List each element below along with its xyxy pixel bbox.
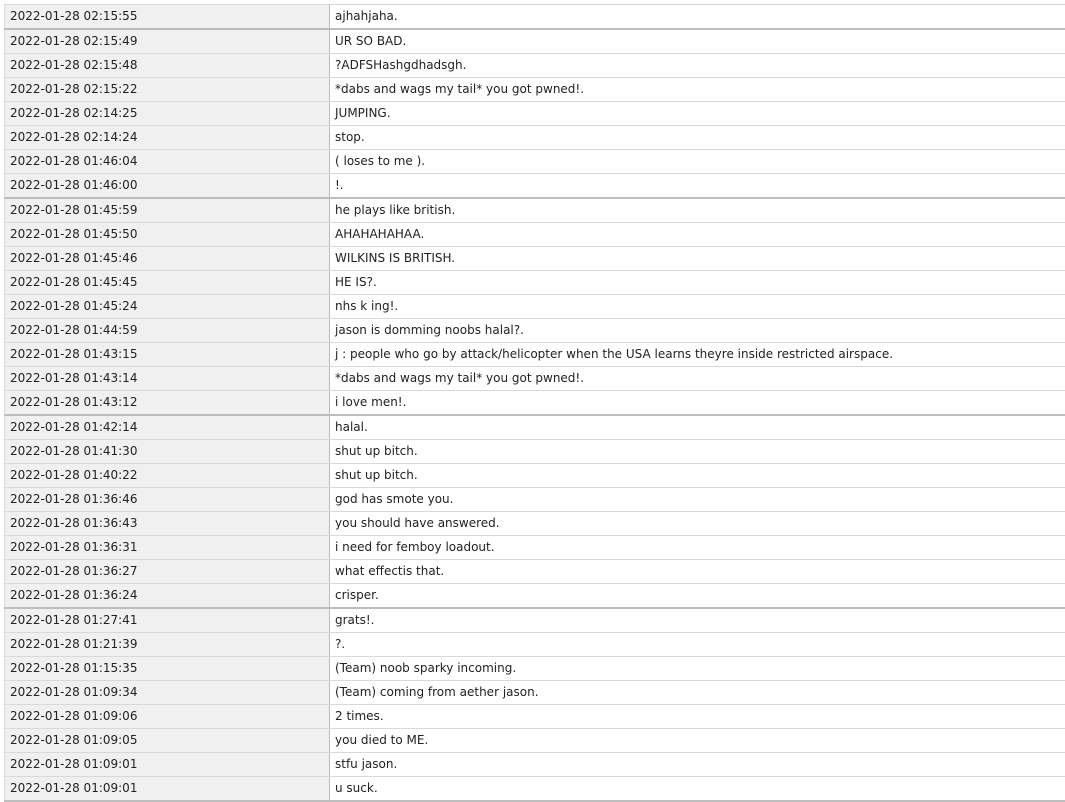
table-row — [5, 584, 1065, 609]
table-row — [5, 657, 1065, 681]
message-cell: nhs k ing!. — [330, 295, 1065, 319]
table-row — [5, 536, 1065, 560]
timestamp-cell: 2022-01-28 01:27:41 — [5, 608, 330, 633]
timestamp-cell: 2022-01-28 02:15:49 — [5, 29, 330, 54]
chat-log-table — [4, 4, 1065, 802]
table-row — [5, 247, 1065, 271]
table-row — [5, 54, 1065, 78]
table-row — [5, 174, 1065, 199]
message-cell: ?ADFSHashgdhadsgh. — [330, 54, 1065, 78]
table-row — [5, 608, 1065, 633]
table-row — [5, 488, 1065, 512]
message-cell: u suck. — [330, 777, 1065, 802]
timestamp-cell: 2022-01-28 01:45:59 — [5, 198, 330, 223]
timestamp-cell: 2022-01-28 01:45:45 — [5, 271, 330, 295]
timestamp-cell: 2022-01-28 02:14:25 — [5, 102, 330, 126]
timestamp-cell: 2022-01-28 01:43:15 — [5, 343, 330, 367]
table-row — [5, 271, 1065, 295]
table-row — [5, 319, 1065, 343]
timestamp-cell: 2022-01-28 01:09:01 — [5, 753, 330, 777]
message-cell: !. — [330, 174, 1065, 199]
message-cell: HE IS?. — [330, 271, 1065, 295]
timestamp-cell: 2022-01-28 01:09:01 — [5, 777, 330, 802]
table-row — [5, 198, 1065, 223]
timestamp-cell: 2022-01-28 01:45:46 — [5, 247, 330, 271]
message-cell: *dabs and wags my tail* you got pwned!. — [330, 78, 1065, 102]
message-cell: ?. — [330, 633, 1065, 657]
message-cell: JUMPING. — [330, 102, 1065, 126]
timestamp-cell: 2022-01-28 01:09:34 — [5, 681, 330, 705]
message-cell: jason is domming noobs halal?. — [330, 319, 1065, 343]
message-cell: you should have answered. — [330, 512, 1065, 536]
timestamp-cell: 2022-01-28 01:46:00 — [5, 174, 330, 199]
message-cell: i need for femboy loadout. — [330, 536, 1065, 560]
table-row — [5, 705, 1065, 729]
message-cell: shut up bitch. — [330, 440, 1065, 464]
timestamp-cell: 2022-01-28 01:36:27 — [5, 560, 330, 584]
message-cell: 2 times. — [330, 705, 1065, 729]
message-cell: j : people who go by attack/helicopter when the USA learns theyre inside restricted airspace. — [330, 343, 1065, 367]
table-row — [5, 223, 1065, 247]
timestamp-cell: 2022-01-28 01:45:24 — [5, 295, 330, 319]
message-cell: (Team) coming from aether jason. — [330, 681, 1065, 705]
message-cell: ( loses to me ). — [330, 150, 1065, 174]
message-cell: stfu jason. — [330, 753, 1065, 777]
table-row — [5, 295, 1065, 319]
message-cell: i love men!. — [330, 391, 1065, 416]
table-row — [5, 777, 1065, 802]
message-cell: god has smote you. — [330, 488, 1065, 512]
timestamp-cell: 2022-01-28 01:46:04 — [5, 150, 330, 174]
message-cell: stop. — [330, 126, 1065, 150]
table-row — [5, 440, 1065, 464]
table-row — [5, 343, 1065, 367]
table-row — [5, 367, 1065, 391]
timestamp-cell: 2022-01-28 01:45:50 — [5, 223, 330, 247]
timestamp-cell: 2022-01-28 01:36:43 — [5, 512, 330, 536]
table-row — [5, 415, 1065, 440]
timestamp-cell: 2022-01-28 01:09:06 — [5, 705, 330, 729]
timestamp-cell: 2022-01-28 02:14:24 — [5, 126, 330, 150]
timestamp-cell: 2022-01-28 01:36:24 — [5, 584, 330, 609]
timestamp-cell: 2022-01-28 01:44:59 — [5, 319, 330, 343]
timestamp-cell: 2022-01-28 01:43:14 — [5, 367, 330, 391]
message-cell: grats!. — [330, 608, 1065, 633]
table-row — [5, 391, 1065, 416]
table-row — [5, 126, 1065, 150]
timestamp-cell: 2022-01-28 01:09:05 — [5, 729, 330, 753]
message-cell: ajhahjaha. — [330, 5, 1065, 30]
timestamp-cell: 2022-01-28 01:40:22 — [5, 464, 330, 488]
timestamp-cell: 2022-01-28 02:15:48 — [5, 54, 330, 78]
message-cell: (Team) noob sparky incoming. — [330, 657, 1065, 681]
table-row — [5, 681, 1065, 705]
timestamp-cell: 2022-01-28 02:15:55 — [5, 5, 330, 30]
table-row — [5, 464, 1065, 488]
table-row — [5, 102, 1065, 126]
message-cell: he plays like british. — [330, 198, 1065, 223]
message-cell: UR SO BAD. — [330, 29, 1065, 54]
timestamp-cell: 2022-01-28 02:15:22 — [5, 78, 330, 102]
table-row — [5, 560, 1065, 584]
table-row — [5, 29, 1065, 54]
table-row — [5, 633, 1065, 657]
message-cell: WILKINS IS BRITISH. — [330, 247, 1065, 271]
message-cell: shut up bitch. — [330, 464, 1065, 488]
message-cell: what effectis that. — [330, 560, 1065, 584]
table-row — [5, 753, 1065, 777]
timestamp-cell: 2022-01-28 01:21:39 — [5, 633, 330, 657]
message-cell: AHAHAHAHAA. — [330, 223, 1065, 247]
timestamp-cell: 2022-01-28 01:43:12 — [5, 391, 330, 416]
timestamp-cell: 2022-01-28 01:15:35 — [5, 657, 330, 681]
timestamp-cell: 2022-01-28 01:36:31 — [5, 536, 330, 560]
table-row — [5, 729, 1065, 753]
table-row — [5, 150, 1065, 174]
message-cell: *dabs and wags my tail* you got pwned!. — [330, 367, 1065, 391]
message-cell: you died to ME. — [330, 729, 1065, 753]
timestamp-cell: 2022-01-28 01:42:14 — [5, 415, 330, 440]
table-row — [5, 78, 1065, 102]
table-row — [5, 512, 1065, 536]
timestamp-cell: 2022-01-28 01:41:30 — [5, 440, 330, 464]
table-row — [5, 5, 1065, 30]
message-cell: crisper. — [330, 584, 1065, 609]
chat-log-body — [5, 5, 1065, 802]
message-cell: halal. — [330, 415, 1065, 440]
timestamp-cell: 2022-01-28 01:36:46 — [5, 488, 330, 512]
